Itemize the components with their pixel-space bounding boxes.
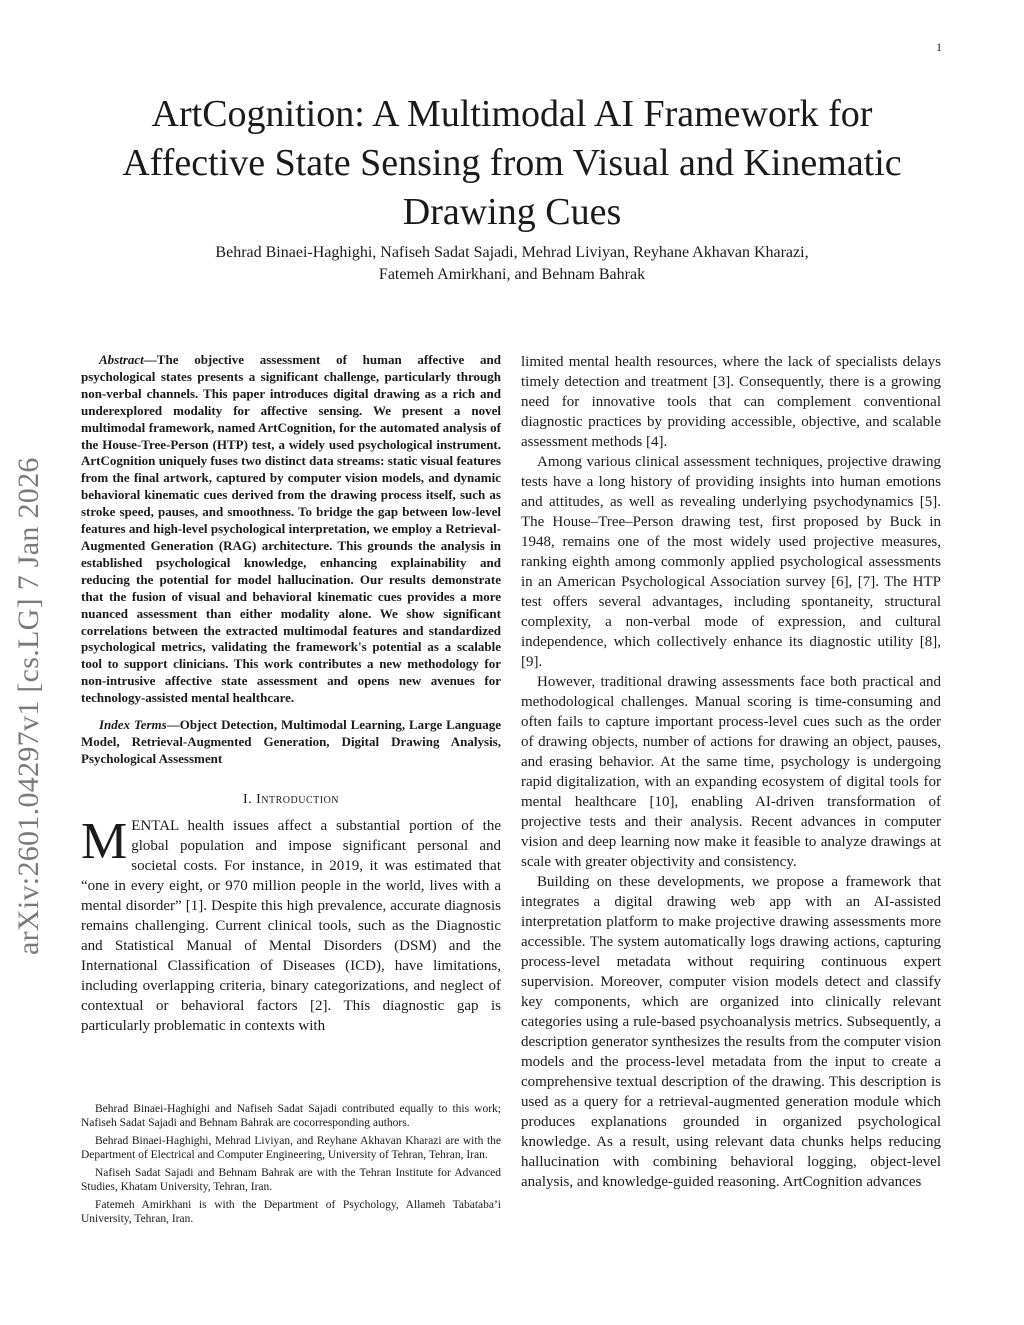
index-terms-text: Object Detection, Multimodal Learning, Large Language Model, Retrieval-Augmented Generation, Digital Drawing Analysis, Psychological Assessment <box>81 717 501 766</box>
footnote-2: Behrad Binaei-Haghighi, Mehrad Liviyan, and Reyhane Akhavan Kharazi are with the Department of Electrical and Computer Engineering, University of Tehran, Tehran, Iran. <box>81 1135 501 1161</box>
arxiv-identifier-stamp: arXiv:2601.04297v1 [cs.LG] 7 Jan 2026 <box>12 457 45 955</box>
intro-paragraph-4: Building on these developments, we propose a framework that integrates a digital drawing web app with an AI-assisted interpretation platform to make projective drawing assessments more accessible. The system automatically logs drawing actions, capturing process-level metadata without requiring continuous expert supervision. Moreover, computer vision models detect and classify key components, which are organized into clinically relevant categories using a rule-based psychoanalysis metrics. Subsequently, a description generator synthesizes the results from the computer vision models and the process-level metadata from the input to create a comprehensive textual description of the drawing. This description is used as a query for a retrieval-augmented generation module which produces explanations grounded in organized psychological knowledge. As a result, using relevant data chunks helps reducing hallucination with combining behavioral logging, object-level analysis, and knowledge-guided reasoning. ArtCognition advances <box>521 874 941 1190</box>
author-list <box>100 242 924 286</box>
author-line-1: Behrad Binaei-Haghighi, Nafiseh Sadat Sajadi, Mehrad Liviyan, Reyhane Akhavan Kharazi, <box>215 244 809 261</box>
abstract: Abstract—The objective assessment of human affective and psychological states presents a significant challenge, particularly through non-verbal channels. This paper introduces digital drawing as a rich and underexplored modality for affective sensing. We present a novel multimodal framework, named ArtCognition, for the automated analysis of the House-Tree-Person (HTP) test, a widely used psychological instrument. ArtCognition uniquely fuses two distinct data streams: static visual features from the final artwork, captured by computer vision models, and dynamic behavioral kinematic cues derived from the drawing process itself, such as stroke speed, pauses, and smoothness. To bridge the gap between low-level features and high-level psychological interpretation, we employ a Retrieval-Augmented Generation (RAG) architecture. This grounds the analysis in established psychological knowledge, enhancing explainability and reducing the potential for model hallucination. Our results demonstrate that the fusion of visual and behavioral kinematic cues provides a more nuanced assessment than either modality alone. We show significant correlations between the extracted multimodal features and standardized psychological metrics, validating the framework's potential as a scalable tool to support clinicians. This work contributes a new methodology for non-intrusive affective state assessment and opens new avenues for technology-assisted mental healthcare. <box>81 352 501 706</box>
intro-paragraph-2: Among various clinical assessment techniques, projective drawing tests have a long history of providing insights into human emotions and attitudes, as well as revealing underlying psychodynamics [5]. The House–Tree–Person drawing test, first proposed by Buck in 1948, remains one of the most widely used projective measures, ranking eighth among commonly applied psychological assessments in an American Psychological Association survey [6], [7]. The HTP test offers several advantages, including spontaneity, structural complexity, a non-verbal mode of expression, and cultural independence, which collectively enhance its diagnostic utility [8], [9]. <box>521 454 941 670</box>
index-terms: Index Terms—Object Detection, Multimodal Learning, Large Language Model, Retrieval-Augmented Generation, Digital Drawing Analysis, Psychological Assessment <box>81 717 501 766</box>
author-line-2: Fatemeh Amirkhani, and Behnam Bahrak <box>378 266 646 283</box>
left-column <box>81 352 501 1036</box>
page-number: 1 <box>936 40 942 54</box>
footnote-3: Nafiseh Sadat Sajadi and Behnam Bahrak are with the Tehran Institute for Advanced Studies, Khatam University, Tehran, Iran. <box>81 1167 501 1193</box>
right-column <box>521 352 941 1192</box>
footnote-1: Behrad Binaei-Haghighi and Nafiseh Sadat Sajadi contributed equally to this work; Nafiseh Sadat Sajadi and Behnam Bahrak are cocorresponding authors. <box>81 1103 501 1129</box>
intro-paragraph-3: However, traditional drawing assessments face both practical and methodological challenges. Manual scoring is time-consuming and often fails to capture important process-level cues such as the order of drawing objects, number of actions for drawing an object, pauses, and erasing behavior. At the same time, psychology is undergoing rapid digitalization, with an expanding ecosystem of digital tools for mental healthcare [10], enabling AI-driven transformation of projective tests and their analysis. Recent advances in computer vision and deep learning now make it feasible to analyze drawings at scale with greater objectivity and consistency. <box>521 674 941 870</box>
intro-paragraph-continued: limited mental health resources, where the lack of specialists delays timely detection and treatment [3]. Consequently, there is a growing need for innovative tools that can complement conventional diagnostic practices by providing accessible, objective, and scalable assessment methods [4]. <box>521 354 941 450</box>
author-footnotes <box>81 1102 501 1230</box>
index-terms-label: Index Terms <box>99 717 167 733</box>
intro-paragraph-1-text: ENTAL health issues affect a substantial portion of the global population and impose significant personal and societal costs. For instance, in 2019, it was estimated that “one in every eight, or 970 million people in the world, lives with a mental disorder” [1]. Despite this high prevalence, accurate diagnosis remains challenging. Current clinical tools, such as the Diagnostic and Statistical Manual of Mental Disorders (DSM) and the International Classification of Diseases (ICD), have limitations, including overlapping criteria, binary categorizations, and neglect of contextual or behavioral factors [2]. This diagnostic gap is particularly problematic in contexts with <box>81 817 501 1034</box>
drop-cap: M <box>81 812 128 870</box>
paper-title: ArtCognition: A Multimodal AI Framework for Affective State Sensing from Visual and Kinematic Drawing Cues <box>122 93 902 233</box>
abstract-text: The objective assessment of human affective and psychological states presents a significant challenge, particularly through non-verbal channels. This paper introduces digital drawing as a rich and underexplored modality for affective sensing. We present a novel multimodal framework, named ArtCognition, for the automated analysis of the House-Tree-Person (HTP) test, a widely used psychological instrument. ArtCognition uniquely fuses two distinct data streams: static visual features from the final artwork, captured by computer vision models, and dynamic behavioral kinematic cues derived from the drawing process itself, such as stroke speed, pauses, and smoothness. To bridge the gap between low-level features and high-level psychological interpretation, we employ a Retrieval-Augmented Generation (RAG) architecture. This grounds the analysis in established psychological knowledge, enhancing explainability and reducing the potential for model hallucination. Our results demonstrate that the fusion of visual and behavioral kinematic cues provides a more nuanced assessment than either modality alone. We show significant correlations between the extracted multimodal features and standardized psychological metrics, validating the framework's potential as a scalable tool to support clinicians. This work contributes a new methodology for non-intrusive affective state assessment and opens new avenues for technology-assisted mental healthcare. <box>81 352 501 706</box>
section-heading-introduction: I. Introduction <box>242 791 340 807</box>
abstract-label: Abstract <box>99 352 144 367</box>
intro-paragraph-1 <box>81 812 501 1036</box>
footnote-4: Fatemeh Amirkhani is with the Department of Psychology, Allameh Tabataba’i University, Tehran, Iran. <box>81 1199 501 1225</box>
